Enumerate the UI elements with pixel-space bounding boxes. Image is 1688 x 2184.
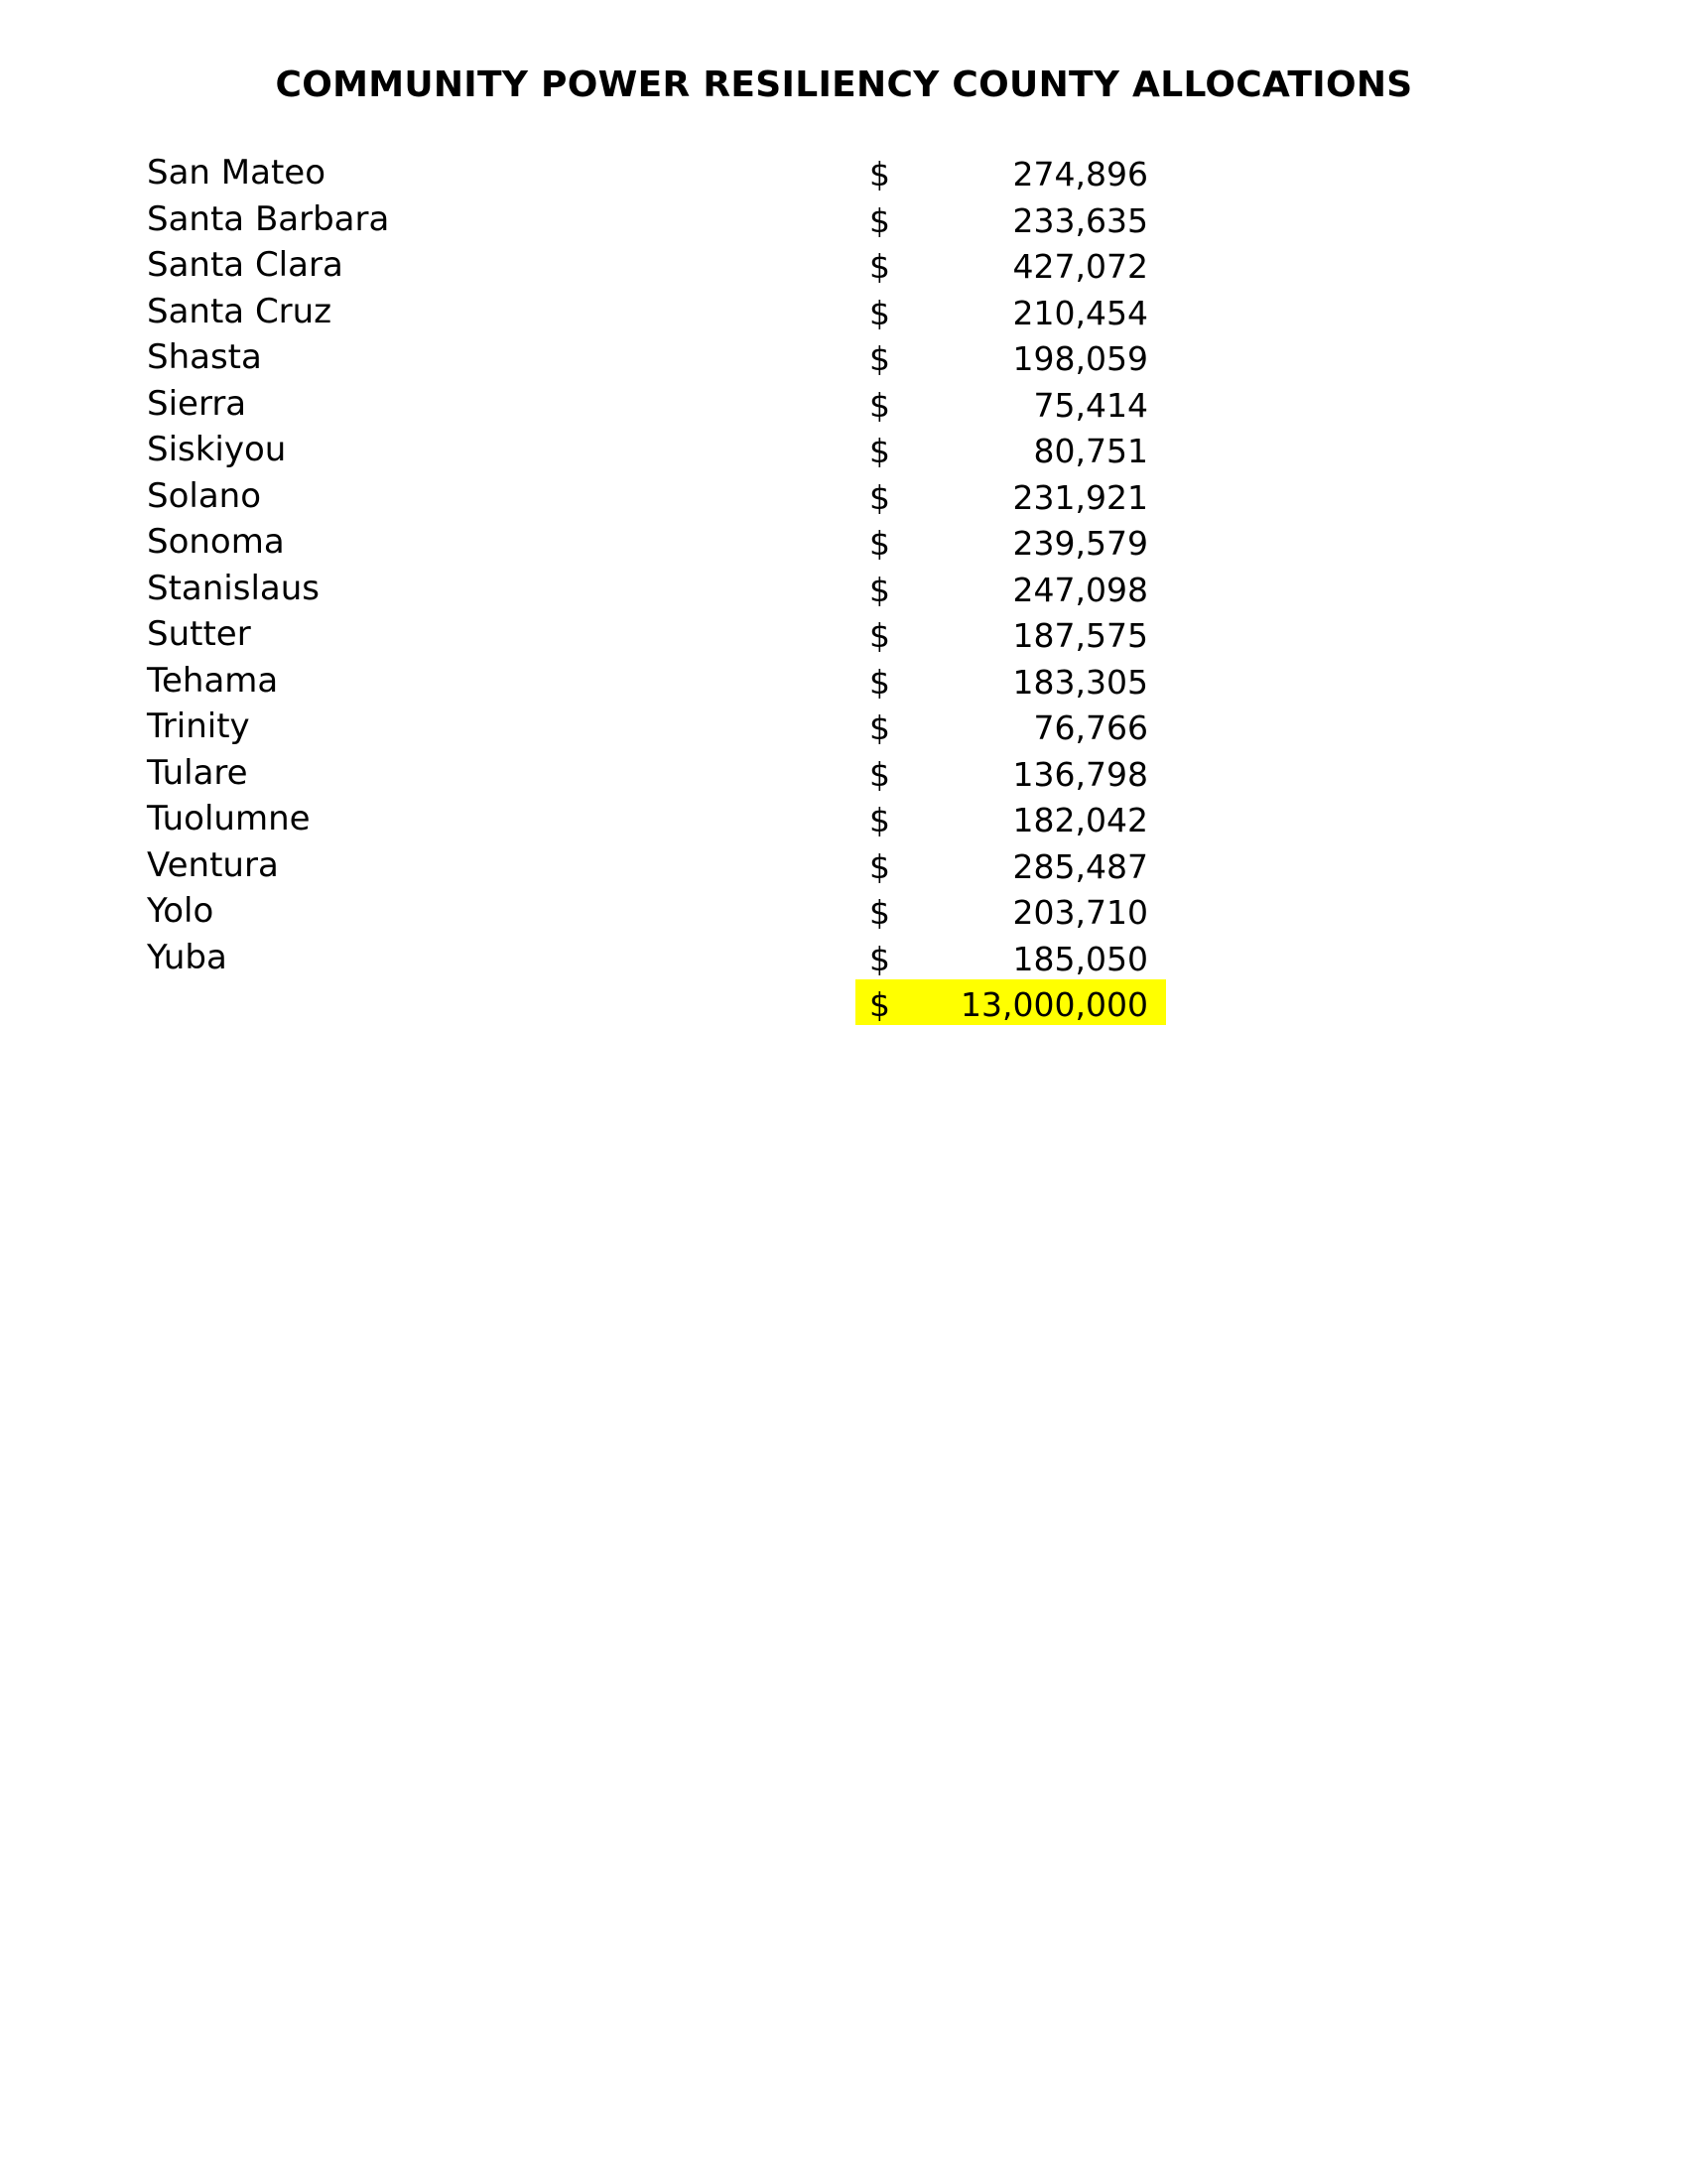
allocation-amount: 198,059 (1012, 339, 1148, 378)
county-name: Tulare (147, 752, 248, 793)
total-row (0, 979, 1688, 1026)
currency-symbol: $ (869, 524, 890, 563)
currency-symbol: $ (869, 846, 890, 886)
table-row (0, 749, 1688, 796)
allocation-amount: 183,305 (1012, 662, 1148, 702)
page-title: COMMUNITY POWER RESILIENCY COUNTY ALLOCATIONS (275, 64, 1413, 105)
county-name: Yuba (147, 937, 227, 977)
allocation-amount: 210,454 (1012, 293, 1148, 332)
currency-symbol: $ (869, 570, 890, 609)
allocation-amount: 233,635 (1012, 200, 1148, 240)
allocation-amount: 239,579 (1012, 524, 1148, 563)
county-name: Tuolumne (147, 799, 311, 838)
total-currency-symbol: $ (869, 985, 890, 1024)
currency-symbol: $ (869, 754, 890, 794)
county-name: Santa Clara (147, 245, 343, 285)
allocation-amount: 187,575 (1012, 616, 1148, 655)
currency-symbol: $ (869, 708, 890, 747)
allocation-amount: 80,751 (1033, 432, 1148, 470)
table-row (0, 518, 1688, 565)
county-name: Sonoma (147, 522, 285, 562)
county-name: Solano (147, 475, 262, 516)
county-name: San Mateo (147, 153, 325, 193)
table-row (0, 380, 1688, 427)
currency-symbol: $ (869, 247, 890, 286)
county-name: Yolo (147, 891, 214, 931)
table-row (0, 887, 1688, 934)
allocation-amount: 185,050 (1012, 939, 1148, 978)
table-row (0, 565, 1688, 611)
allocation-amount: 75,414 (1033, 385, 1148, 425)
currency-symbol: $ (869, 939, 890, 978)
allocation-amount: 285,487 (1012, 846, 1148, 886)
allocation-amount: 274,896 (1012, 155, 1148, 193)
table-row (0, 472, 1688, 519)
allocation-amount: 247,098 (1012, 570, 1148, 609)
currency-symbol: $ (869, 293, 890, 332)
table-row (0, 841, 1688, 888)
total-amount: 13,000,000 (961, 985, 1148, 1024)
county-name: Trinity (147, 707, 250, 746)
currency-symbol: $ (869, 432, 890, 470)
table-row (0, 657, 1688, 704)
currency-symbol: $ (869, 801, 890, 839)
table-row (0, 241, 1688, 288)
table-row (0, 934, 1688, 980)
allocation-amount: 203,710 (1012, 893, 1148, 932)
allocation-table (0, 149, 1688, 1026)
table-row (0, 333, 1688, 380)
currency-symbol: $ (869, 339, 890, 378)
table-row (0, 795, 1688, 841)
county-name: Sierra (147, 383, 247, 424)
currency-symbol: $ (869, 155, 890, 193)
currency-symbol: $ (869, 385, 890, 425)
table-row (0, 149, 1688, 195)
allocation-amount: 427,072 (1012, 247, 1148, 286)
county-name: Santa Cruz (147, 291, 332, 331)
county-name: Stanislaus (147, 568, 321, 608)
county-name: Siskiyou (147, 430, 287, 469)
allocation-amount: 182,042 (1012, 801, 1148, 839)
currency-symbol: $ (869, 200, 890, 240)
county-name: Ventura (147, 844, 279, 885)
currency-symbol: $ (869, 477, 890, 517)
allocation-amount: 76,766 (1033, 708, 1148, 747)
table-row (0, 610, 1688, 657)
county-name: Tehama (147, 660, 279, 701)
currency-symbol: $ (869, 662, 890, 702)
county-name: Santa Barbara (147, 198, 390, 239)
allocation-amount: 136,798 (1012, 754, 1148, 794)
table-row (0, 426, 1688, 472)
currency-symbol: $ (869, 893, 890, 932)
table-row (0, 288, 1688, 334)
allocation-amount: 231,921 (1012, 477, 1148, 517)
county-name: Shasta (147, 337, 262, 377)
table-row (0, 195, 1688, 242)
table-row (0, 703, 1688, 749)
currency-symbol: $ (869, 616, 890, 655)
county-name: Sutter (147, 614, 251, 654)
